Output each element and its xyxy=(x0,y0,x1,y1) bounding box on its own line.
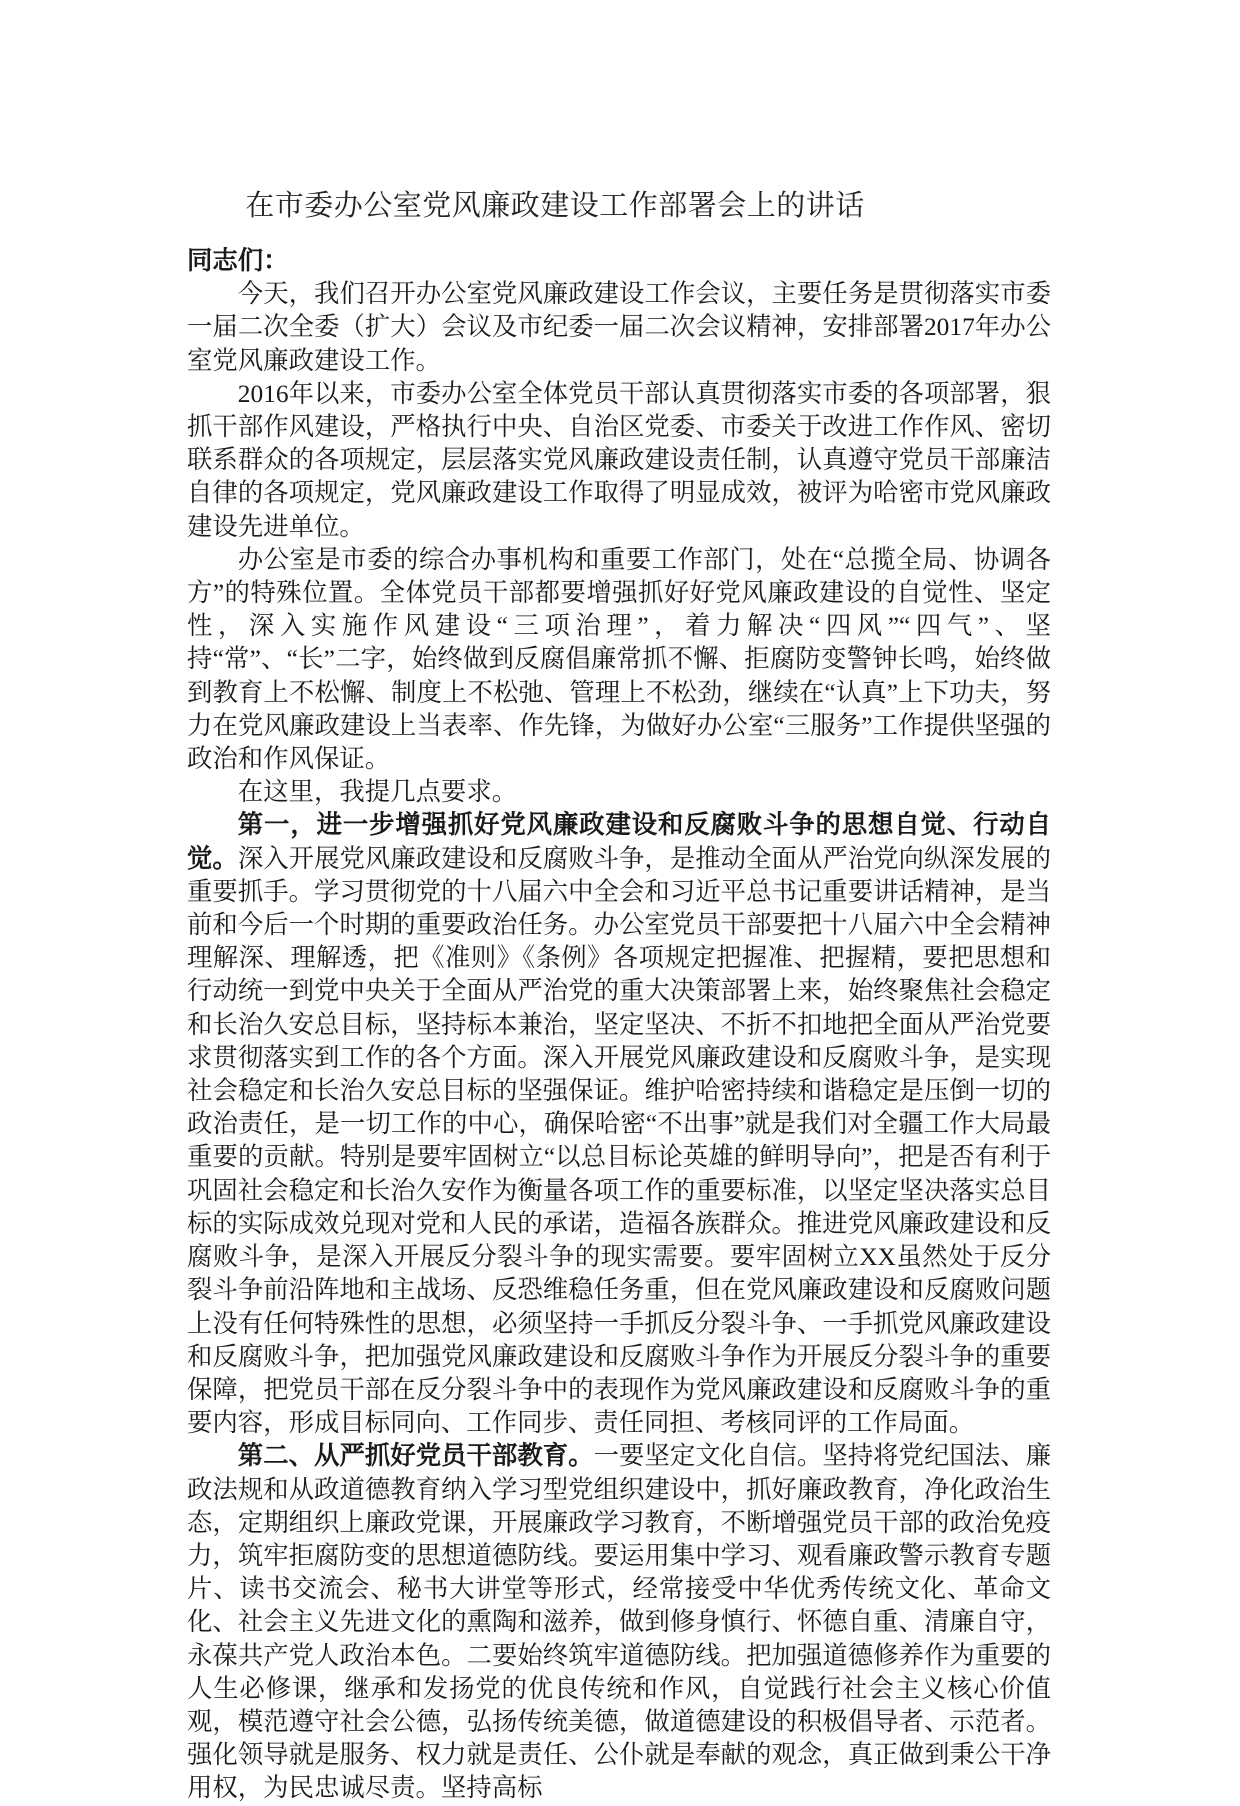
paragraph-second-requirement xyxy=(187,1440,1051,1805)
paragraph xyxy=(187,544,1051,776)
paragraph-text: 在这里，我提几点要求。 xyxy=(237,778,518,807)
paragraph-lead: 第二、从严抓好党员干部教育。 xyxy=(237,1442,594,1471)
paragraph-text: 2016年以来，市委办公室全体党员干部认真贯彻落实市委的各项部署，狠抓干部作风建设，严格执行中央、自治区党委、市委关于改进工作作风、密切联系群众的各项规定，层层落实党风廉政建设责任制，认真遵守党员干部廉洁自律的各项规定，党风廉政建设工作取得了明显成效，被评为哈密市党风廉政建设先进单位。 xyxy=(187,379,1051,541)
document-body xyxy=(187,245,1051,1806)
paragraph-text: 今天，我们召开办公室党风廉政建设工作会议，主要任务是贯彻落实市委一届二次全委（扩大）会议及市纪委一届二次会议精神，安排部署2017年办公室党风廉政建设工作。 xyxy=(187,280,1051,375)
paragraph-text: 一要坚定文化自信。坚持将党纪国法、廉政法规和从政道德教育纳入学习型党组织建设中，抓好廉政教育，净化政治生态，定期组织上廉政党课，开展廉政学习教育，不断增强党员干部的政治免疫力，筑牢拒腐防变的思想道德防线。要运用集中学习、观看廉政警示教育专题片、读书交流会、秘书大讲堂等形式，经常接受中华优秀传统文化、革命文化、社会主义先进文化的熏陶和滋养，做到修身慎行、怀德自重、清廉自守，永葆共产党人政治本色。二要始终筑牢道德防线。把加强道德修养作为重要的人生必修课，继承和发扬党的优良传统和作风，自觉践行社会主义核心价值观，模范遵守社会公德，弘扬传统美德，做道德建设的积极倡导者、示范者。强化领导就是服务、权力就是责任、公仆就是奉献的观念，真正做到秉公干净用权，为民忠诚尽责。坚持高标 xyxy=(187,1442,1052,1803)
salutation: 同志们： xyxy=(187,247,289,275)
paragraph-lead: 第一，进一步增强抓好党风廉政建设和反腐败斗争的思想自觉、行动自觉。 xyxy=(187,811,1051,873)
paragraph-text: 办公室是市委的综合办事机构和重要工作部门，处在“总揽全局、协调各方”的特殊位置。全体党员干部都要增强抓好好党风廉政建设的自觉性、坚定性，深入实施作风建设“三项治理”，着力解决“四风”“四气”、坚持“常”、“长”二字，始终做到反腐倡廉常抓不懈、拒腐防变警钟长鸣，始终做到教育上不松懈、制度上不松弛、管理上不松劲，继续在“认真”上下功夫，努力在党风廉政建设上当表率、作先锋，为做好办公室“三服务”工作提供坚强的政治和作风保证。 xyxy=(187,545,1051,774)
paragraph xyxy=(187,278,1051,378)
paragraph-first-requirement xyxy=(187,809,1051,1440)
document-title: 在市委办公室党风廉政建设工作部署会上的讲话 xyxy=(245,190,865,222)
paragraph-text: 深入开展党风廉政建设和反腐败斗争，是推动全面从严治党向纵深发展的重要抓手。学习贯彻党的十八届六中全会和习近平总书记重要讲话精神，是当前和今后一个时期的重要政治任务。办公室党员干部要把十八届六中全会精神理解深、理解透，把《准则》《条例》各项规定把握准、把握精，要把思想和行动统一到党中央关于全面从严治党的重大决策部署上来，始终聚焦社会稳定和长治久安总目标，坚持标本兼治，坚定坚决、不折不扣地把全面从严治党要求贯彻落实到工作的各个方面。深入开展党风廉政建设和反腐败斗争，是实现社会稳定和长治久安总目标的坚强保证。维护哈密持续和谐稳定是压倒一切的政治责任，是一切工作的中心，确保哈密“不出事”就是我们对全疆工作大局最重要的贡献。特别是要牢固树立“以总目标论英雄的鲜明导向”，把是否有利于巩固社会稳定和长治久安作为衡量各项工作的重要标准，以坚定坚决落实总目标的实际成效兑现对党和人民的承诺，造福各族群众。推进党风廉政建设和反腐败斗争，是深入开展反分裂斗争的现实需要。要牢固树立XX虽然处于反分裂斗争前沿阵地和主战场、反恐维稳任务重，但在党风廉政建设和反腐败问题上没有任何特殊性的思想，必须坚持一手抓反分裂斗争、一手抓党风廉政建设和反腐败斗争，把加强党风廉政建设和反腐败斗争作为开展反分裂斗争的重要保障，把党员干部在反分裂斗争中的表现作为党风廉政建设和反腐败斗争的重要内容，形成目标同向、工作同步、责任同担、考核同评的工作局面。 xyxy=(187,844,1052,1438)
paragraph xyxy=(187,378,1051,544)
paragraph xyxy=(187,776,1051,809)
